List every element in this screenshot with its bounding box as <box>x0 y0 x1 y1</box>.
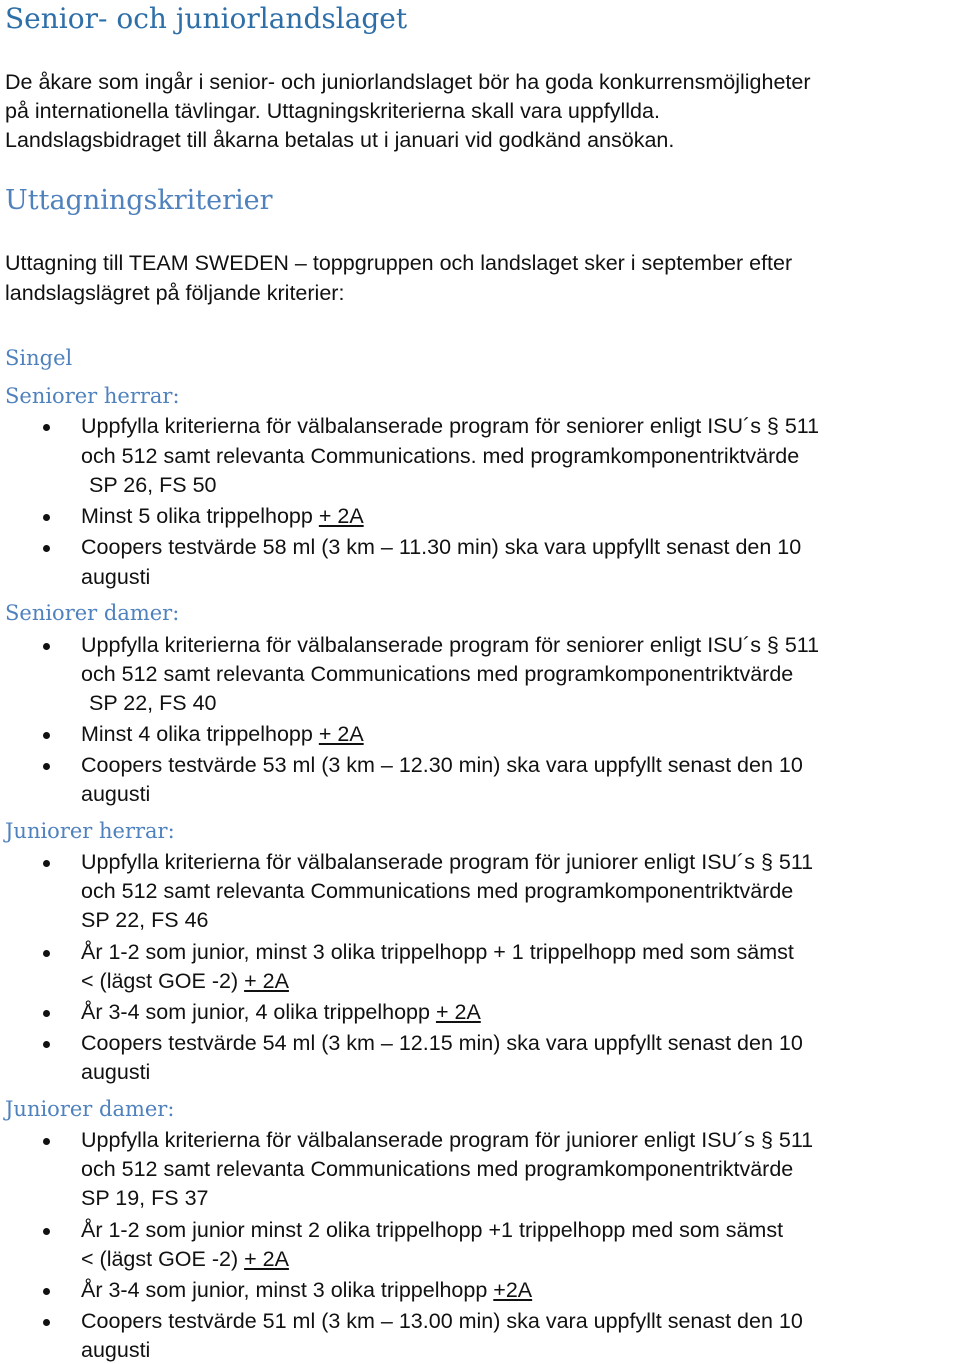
list-item-cont <box>81 1246 289 1272</box>
list-item: År 1-2 som junior, minst 3 olika trippelhopp + 1 trippelhopp med som sämst <box>81 940 794 964</box>
list-item: Uppfylla kriterierna för välbalanserade program för juniorer enligt ISU´s § 511 <box>81 850 814 874</box>
underlined-text: + 2A <box>244 1247 289 1271</box>
list-item-cont: och 512 samt relevanta Communications med programkomponentriktvärde <box>81 662 794 686</box>
list-item: Coopers testvärde 53 ml (3 km – 12.30 min) ska vara uppfyllt senast den 10 <box>81 753 803 777</box>
list-item-text: < (lägst GOE -2) <box>81 969 245 993</box>
list-item: Coopers testvärde 58 ml (3 km – 11.30 min) ska vara uppfyllt senast den 10 <box>81 535 802 559</box>
list-item-cont: augusti <box>81 565 151 589</box>
list-item-cont <box>81 968 289 994</box>
list-item-cont: och 512 samt relevanta Communications med programkomponentriktvärde <box>81 1157 794 1181</box>
list-item <box>81 503 364 529</box>
list-item-text: < (lägst GOE -2) <box>81 1247 245 1271</box>
list-item-cont: SP 22, FS 40 <box>89 691 217 715</box>
section-heading-senior-men: Seniorer herrar: <box>5 384 180 408</box>
list-item: År 1-2 som junior minst 2 olika trippelhopp +1 trippelhopp med som sämst <box>81 1218 784 1242</box>
bullet-icon <box>43 1010 50 1017</box>
intro-line: Landslagsbidraget till åkarna betalas ut i januari vid godkänd ansökan. <box>5 128 675 152</box>
section-heading-junior-women: Juniorer damer: <box>5 1097 175 1121</box>
page-title: Senior- och juniorlandslaget <box>5 2 408 35</box>
underlined-text: + 2A <box>318 722 364 746</box>
bullet-icon <box>43 514 50 521</box>
bullet-icon <box>43 424 50 431</box>
list-item: Uppfylla kriterierna för välbalanserade program för seniorer enligt ISU´s § 511 <box>81 633 820 657</box>
list-item-text: Minst 4 olika trippelhopp <box>81 722 319 746</box>
list-item <box>81 721 364 747</box>
list-item: Coopers testvärde 51 ml (3 km – 13.00 min) ska vara uppfyllt senast den 10 <box>81 1309 803 1333</box>
underlined-text: + 2A <box>318 504 364 528</box>
intro-line: på internationella tävlingar. Uttagningskriterierna skall vara uppfyllda. <box>5 99 660 123</box>
underlined-text: +2A <box>493 1278 533 1302</box>
criteria-intro-line: Uttagning till TEAM SWEDEN – toppgruppen och landslaget sker i september efter <box>5 251 793 275</box>
list-item-cont: och 512 samt relevanta Communications med programkomponentriktvärde <box>81 879 794 903</box>
list-item-text: År 3-4 som junior, 4 olika trippelhopp <box>81 1000 436 1024</box>
bullet-icon <box>43 860 50 867</box>
criteria-heading: Uttagningskriterier <box>5 185 273 216</box>
bullet-icon <box>43 643 50 650</box>
list-item: Uppfylla kriterierna för välbalanserade program för seniorer enligt ISU´s § 511 <box>81 414 820 438</box>
list-item <box>81 1277 532 1303</box>
underlined-text: + 2A <box>435 1000 481 1024</box>
list-item-cont: augusti <box>81 1060 151 1084</box>
list-item-cont: augusti <box>81 782 151 806</box>
bullet-icon <box>43 732 50 739</box>
section-heading-junior-men: Juniorer herrar: <box>5 819 175 843</box>
underlined-text: + 2A <box>244 969 289 993</box>
bullet-icon <box>43 1319 50 1326</box>
bullet-icon <box>43 763 50 770</box>
bullet-icon <box>43 1228 50 1235</box>
bullet-icon <box>43 1138 50 1145</box>
bullet-icon <box>43 545 50 552</box>
list-item <box>81 999 481 1025</box>
section-heading-senior-women: Seniorer damer: <box>5 601 180 625</box>
bullet-icon <box>43 1288 50 1295</box>
list-item: Coopers testvärde 54 ml (3 km – 12.15 min) ska vara uppfyllt senast den 10 <box>81 1031 803 1055</box>
list-item-text: Minst 5 olika trippelhopp <box>81 504 319 528</box>
bullet-icon <box>43 1041 50 1048</box>
list-item-cont: augusti <box>81 1338 151 1362</box>
list-item-cont: SP 22, FS 46 <box>81 908 209 932</box>
criteria-intro-line: landslagslägret på följande kriterier: <box>5 281 345 305</box>
list-item-cont: SP 26, FS 50 <box>89 473 217 497</box>
singel-heading: Singel <box>5 346 73 370</box>
list-item: Uppfylla kriterierna för välbalanserade program för juniorer enligt ISU´s § 511 <box>81 1128 814 1152</box>
bullet-icon <box>43 950 50 957</box>
list-item-cont: SP 19, FS 37 <box>81 1186 209 1210</box>
list-item-cont: och 512 samt relevanta Communications. med programkomponentriktvärde <box>81 444 800 468</box>
intro-line: De åkare som ingår i senior- och juniorlandslaget bör ha goda konkurrensmöjligheter <box>5 70 811 94</box>
list-item-text: År 3-4 som junior, minst 3 olika trippelhopp <box>81 1278 494 1302</box>
